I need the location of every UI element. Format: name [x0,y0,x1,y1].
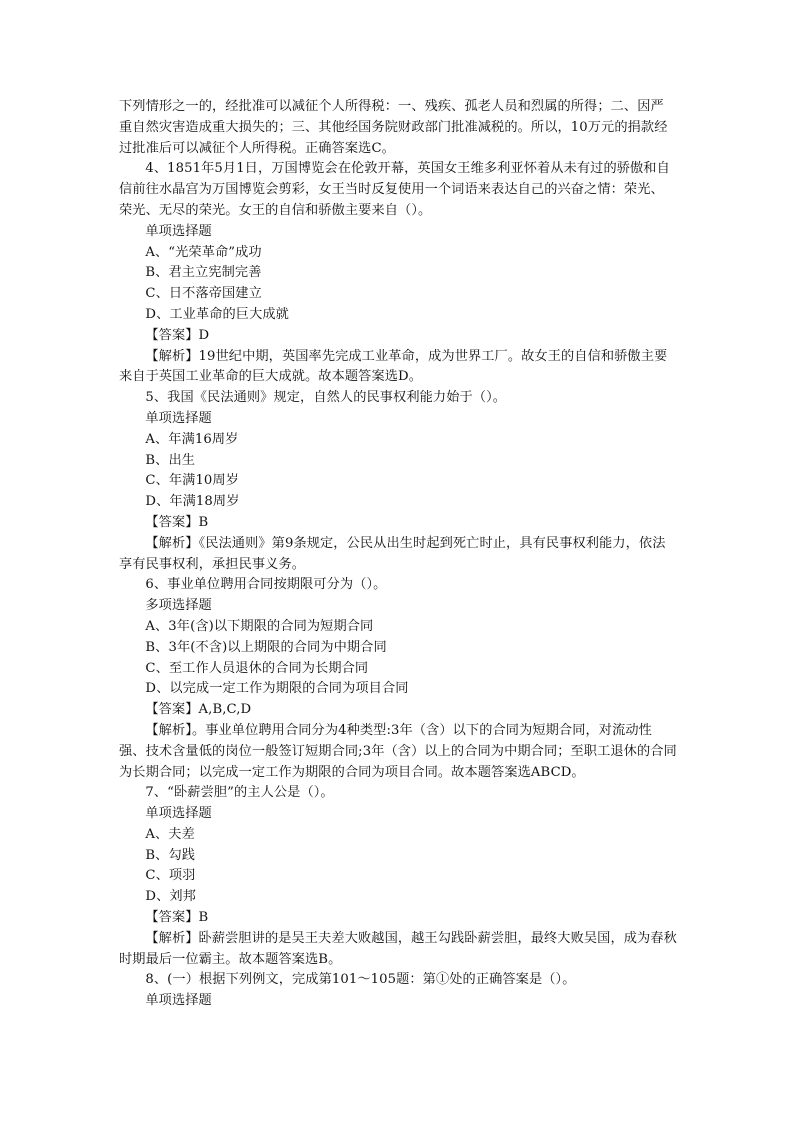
question-type: 多项选择题 [145,598,212,614]
option-a: A、年满16周岁 [145,431,239,447]
option-c: C、日不落帝国建立 [145,286,262,302]
answer-line: 【答案】A,B,C,D [145,702,252,718]
option-d: D、年满18周岁 [145,494,240,510]
option-b: B、出生 [145,452,196,468]
answer-line: 【答案】B [145,910,209,926]
question-stem: 4、1851年5月1日，万国博览会在伦敦开幕，英国女王维多利亚怀着从未有过的骄傲和自信前往水晶宫为万国博览会剪彩，女王当时反复使用一个词语来表达自己的兴奋之情：荣光、荣光、无尽的荣光。女王的自信和骄傲主要来自（）。 [119,161,670,218]
question-block [119,159,677,388]
answer-line: 【答案】D [145,327,210,343]
question-stem: 5、我国《民法通则》规定，自然人的民事权利能力始于（）。 [145,390,507,406]
question-block [119,970,677,1012]
question-stem: 7、“卧薪尝胆”的主人公是（）。 [145,785,334,801]
option-a: A、3年(含)以下期限的合同为短期合同 [145,618,374,634]
option-d: D、以完成一定工作为期限的合同为项目合同 [145,681,409,697]
question-block [119,388,677,575]
analysis-paragraph: 【解析】。事业单位聘用合同分为4种类型:3年（含）以下的合同为短期合同，对流动性强、技术含量低的岗位一般签订短期合同;3年（含）以上的合同为中期合同；至职工退休的合同为长期合同；以完成一定工作为期限的合同为项目合同。故本题答案选ABCD。 [119,722,677,780]
intro-paragraph: 下列情形之一的，经批准可以减征个人所得税：一、残疾、孤老人员和烈属的所得；二、因严重自然灾害造成重大损失的；三、其他经国务院财政部门批准减税的。所以，10万元的捐款经过批准后可以减征个人所得税。正确答案选C。 [119,99,668,156]
option-a: A、夫差 [145,826,195,842]
answer-line: 【答案】B [145,514,209,530]
question-stem: 8、(一）根据下列例文，完成第101～105题：第①处的正确答案是（）。 [145,972,576,988]
option-c: C、至工作人员退休的合同为长期合同 [145,660,369,676]
option-b: B、3年(不含)以上期限的合同为中期合同 [145,639,387,655]
analysis-paragraph: 【解析】卧薪尝胆讲的是吴王夫差大败越国，越王勾践卧薪尝胆，最终大败吴国，成为春秋时期最后一位霸主。故本题答案选B。 [119,930,677,967]
option-b: B、勾践 [145,847,196,863]
question-type: 单项选择题 [145,806,212,822]
question-type: 单项选择题 [145,223,212,239]
question-type: 单项选择题 [145,410,212,426]
document-body [119,97,677,1012]
option-d: D、工业革命的巨大成就 [145,306,289,322]
question-type: 单项选择题 [145,993,212,1009]
question-stem: 6、事业单位聘用合同按期限可分为（）。 [145,577,387,593]
analysis-paragraph: 【解析】《民法通则》第9条规定，公民从出生时起到死亡时止，具有民事权利能力，依法享有民事权利，承担民事义务。 [119,535,666,572]
option-b: B、君主立宪制完善 [145,265,262,281]
question-block [119,575,677,783]
option-a: A、“光荣革命”成功 [145,244,262,260]
question-block [119,783,677,970]
analysis-paragraph: 【解析】19世纪中期，英国率先完成工业革命，成为世界工厂。故女王的自信和骄傲主要来自于英国工业革命的巨大成就。故本题答案选D。 [119,348,668,385]
option-c: C、项羽 [145,868,196,884]
option-c: C、年满10周岁 [145,473,239,489]
option-d: D、刘邦 [145,889,196,905]
